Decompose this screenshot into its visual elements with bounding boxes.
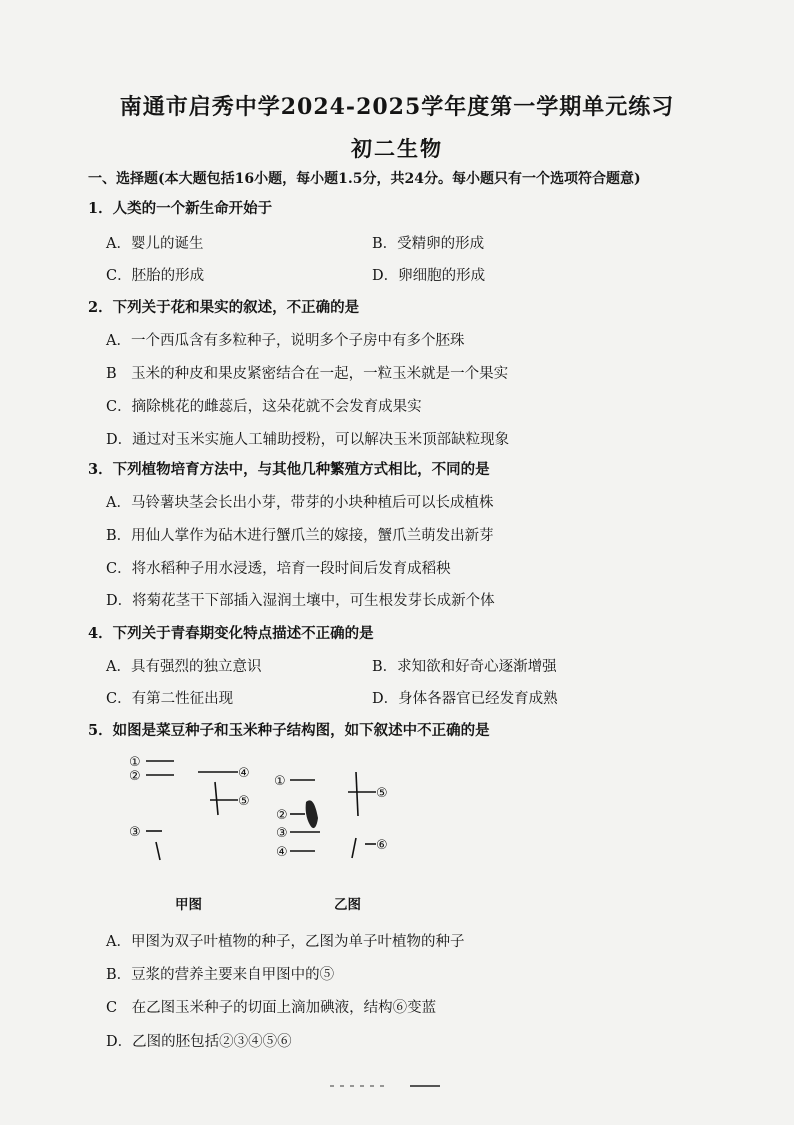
bean-seed-number-labels [129,755,250,840]
question-2-stem: 2．下列关于花和果实的叙述，不正确的是 [88,299,360,316]
yi-label-1: ① [274,774,286,789]
jia-label-1: ① [129,755,141,770]
yi-label-6: ⑥ [376,838,388,853]
question-3-stem: 3．下列植物培育方法中，与其他几种繁殖方式相比，不同的是 [88,461,490,478]
jia-label-3: ③ [129,825,141,840]
question-5-stem: 5．如图是菜豆种子和玉米种子结构图，如下叙述中不正确的是 [88,722,490,739]
corn-embryo-mark [306,800,318,828]
question-1-stem: 1．人类的一个新生命开始于 [88,200,273,217]
question-3-option-b: B．用仙人掌作为砧木进行蟹爪兰的嫁接，蟹爪兰萌发出新芽 [106,528,494,544]
yi-label-3: ③ [276,826,288,841]
bean-seed-diagram [146,761,238,860]
yi-label-4: ④ [276,845,288,860]
yi-label-2: ② [276,808,288,823]
question-3-option-d: D．将菊花茎干下部插入湿润土壤中，可生根发芽长成新个体 [106,593,495,609]
question-5-option-c: C 在乙图玉米种子的切面上滴加碘液，结构⑥变蓝 [106,1000,437,1016]
question-5-option-b: B．豆浆的营养主要来自甲图中的⑤ [106,967,335,983]
jia-label-2: ② [129,769,141,784]
seed-structure-figure [120,752,420,912]
page-footer-mark [330,1083,480,1089]
question-4-option-b: B．求知欲和好奇心逐渐增强 [372,659,557,675]
school-title: 南通市启秀中学2024-2025学年度第一学期单元练习 [119,94,675,120]
yi-label-5: ⑤ [376,786,388,801]
question-5-option-a: A．甲图为双子叶植物的种子，乙图为单子叶植物的种子 [106,934,465,950]
question-1-option-d: D．卵细胞的形成 [372,268,486,284]
figure-label-jia: 甲图 [175,897,202,913]
question-1-option-a: A．婴儿的诞生 [106,236,204,252]
section-heading: 一、选择题(本大题包括16小题，每小题1.5分，共24分。每小题只有一个选项符合题意) [88,171,641,187]
question-2-option-c: C．摘除桃花的雌蕊后，这朵花就不会发育成果实 [106,399,422,415]
question-4-option-a: A．具有强烈的独立意识 [106,659,262,675]
seed-diagram-svg [120,752,420,912]
jia-label-5: ⑤ [238,794,250,809]
question-4-option-c: C．有第二性征出现 [106,691,234,707]
subject-title: 初二生物 [351,136,443,161]
question-5-option-d: D．乙图的胚包括②③④⑤⑥ [106,1034,292,1050]
question-3-option-a: A．马铃薯块茎会长出小芽，带芽的小块种植后可以长成植株 [106,495,494,511]
question-2-option-a: A．一个西瓜含有多粒种子，说明多个子房中有多个胚珠 [106,333,465,349]
question-2-option-d: D．通过对玉米实施人工辅助授粉，可以解决玉米顶部缺粒现象 [106,432,510,448]
corn-seed-diagram [290,772,376,858]
jia-label-4: ④ [238,766,250,781]
question-4-stem: 4．下列关于青春期变化特点描述不正确的是 [88,625,374,642]
question-4-option-d: D．身体各器官已经发育成熟 [372,691,558,707]
question-3-option-c: C．将水稻种子用水浸透，培育一段时间后发育成稻秧 [106,561,451,577]
corn-seed-number-labels [274,774,388,860]
question-1-option-c: C．胚胎的形成 [106,268,205,284]
figure-label-yi: 乙图 [334,897,361,913]
question-1-option-b: B．受精卵的形成 [372,236,485,252]
question-2-option-b: B 玉米的种皮和果皮紧密结合在一起，一粒玉米就是一个果实 [106,366,509,382]
